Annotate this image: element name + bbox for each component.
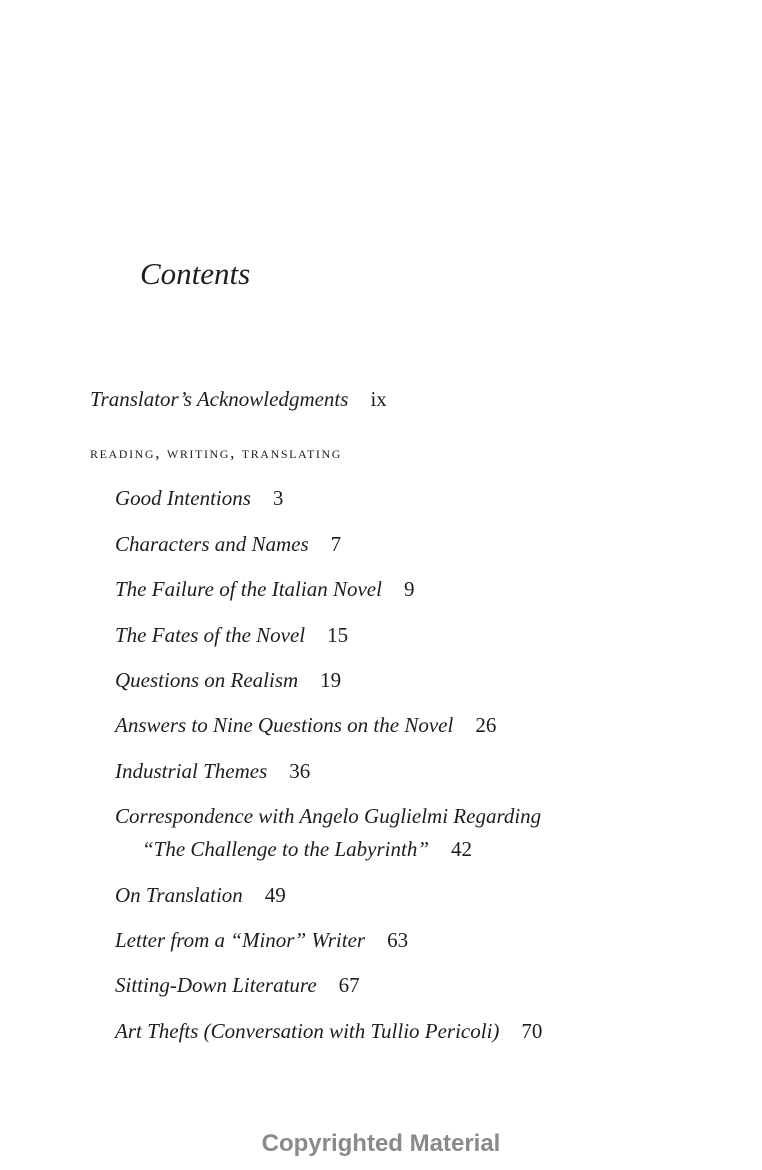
toc-entry-title: Art Thefts (Conversation with Tullio Pericoli): [115, 1019, 500, 1043]
toc-entry[interactable]: [115, 969, 360, 1002]
toc-entry-title-continued: [115, 833, 541, 866]
copyright-watermark: Copyrighted Material: [261, 1130, 501, 1157]
page-title: Contents: [140, 256, 251, 291]
toc-entry-page: ix: [370, 387, 387, 411]
toc-entry-title: Good Intentions: [115, 486, 251, 510]
toc-entry[interactable]: [115, 709, 496, 742]
toc-entry[interactable]: [115, 664, 341, 697]
toc-entry-title: Translator’s Acknowledgments: [90, 387, 349, 411]
toc-entry-page: 70: [521, 1019, 543, 1043]
toc-entry-title: Characters and Names: [115, 532, 309, 556]
toc-entry-title: Answers to Nine Questions on the Novel: [115, 713, 454, 737]
toc-entry-page: 26: [475, 713, 497, 737]
toc-entry-page: 42: [451, 837, 473, 861]
toc-entry-page: 3: [272, 486, 284, 510]
section-heading: reading, writing, translating: [90, 443, 343, 462]
toc-entry[interactable]: [115, 924, 408, 957]
toc-entry-title-cont-text: “The Challenge to the Labyrinth”: [142, 837, 430, 861]
toc-entry-title: The Fates of the Novel: [115, 623, 306, 647]
toc-entry[interactable]: [115, 573, 414, 606]
toc-entry-page: 36: [289, 759, 311, 783]
toc-entry[interactable]: [115, 528, 341, 561]
toc-entry-title: On Translation: [115, 883, 243, 907]
toc-entry[interactable]: [115, 800, 541, 866]
toc-entry-title: The Failure of the Italian Novel: [115, 577, 382, 601]
toc-entry-title: Questions on Realism: [115, 668, 299, 692]
toc-entry[interactable]: [115, 619, 348, 652]
toc-entry-page: 15: [327, 623, 349, 647]
toc-entry[interactable]: [115, 879, 286, 912]
toc-entry-title: Industrial Themes: [115, 759, 268, 783]
toc-entry-page: 7: [330, 532, 342, 556]
toc-entry-title: Letter from a “Minor” Writer: [115, 928, 366, 952]
toc-entry-page: 67: [338, 973, 360, 997]
toc-entry-page: 63: [387, 928, 409, 952]
toc-entry-title: Sitting-Down Literature: [115, 973, 317, 997]
toc-entry-title: Correspondence with Angelo Guglielmi Regarding: [115, 804, 542, 828]
toc-entry-page: 9: [403, 577, 415, 601]
toc-entry[interactable]: [115, 482, 283, 515]
toc-entry[interactable]: [115, 1015, 542, 1048]
toc-entry-acknowledgments[interactable]: [90, 383, 387, 416]
toc-entry-page: 19: [320, 668, 342, 692]
toc-entry[interactable]: [115, 755, 310, 788]
toc-entry-page: 49: [264, 883, 286, 907]
